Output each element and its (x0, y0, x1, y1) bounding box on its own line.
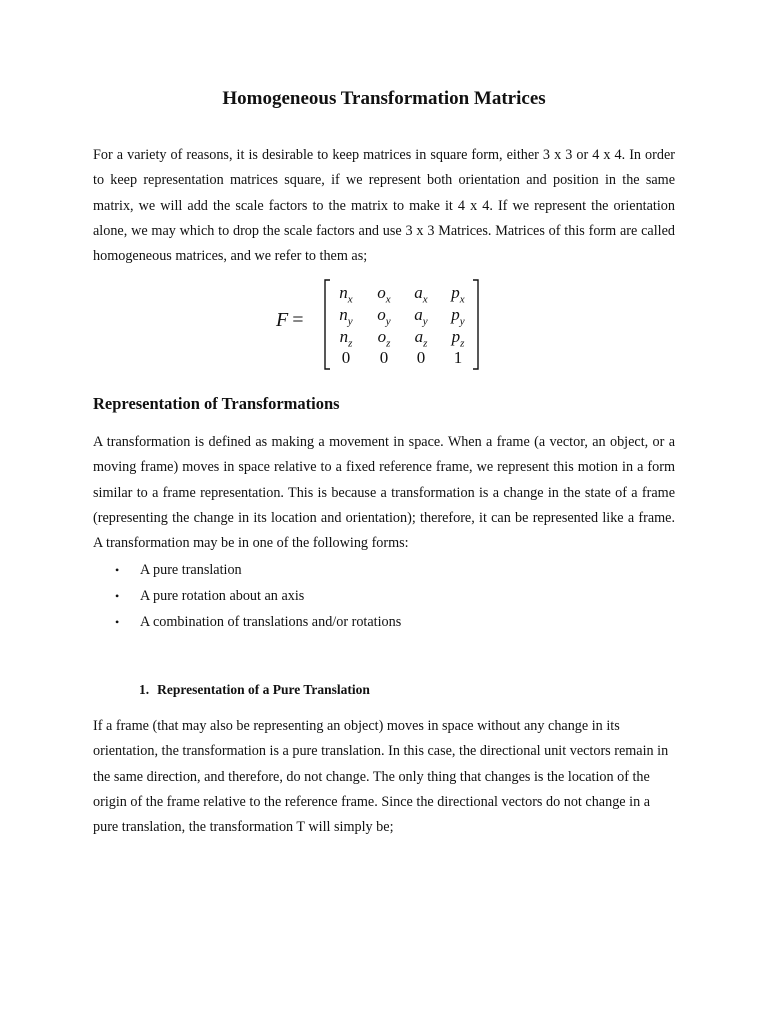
matrix-cell-base: n (339, 327, 349, 346)
matrix-cell-base: n (339, 305, 348, 324)
translation-paragraph: If a frame (that may also be representing an object) moves in space without any change in its orientation, the transformation is a pure translation. In this case, the directional unit vectors remain in the same direction, and therefore, do not change. The only thing that changes is the location of the origin of the frame relative to the reference frame. Since the directional vectors do not change in a pure translation, the transformation T will simply be; (93, 718, 669, 836)
matrix-equals: = (292, 309, 304, 331)
matrix-cell-base: a (414, 283, 423, 302)
matrix-cell-base: 0 (379, 348, 389, 367)
matrix-cell-base: o (377, 283, 386, 302)
matrix-cell-subscript: x (422, 293, 428, 306)
section-heading: Representation of Transformations (93, 394, 340, 413)
matrix-label (276, 309, 304, 332)
matrix-cell-base: o (377, 327, 387, 346)
transformation-paragraph: A transformation is defined as making a movement in space. When a frame (a vector, an object, or a moving frame) moves in space relative to a fixed reference frame, we represent this motion in a form similar to a frame representation. This is because a transformation is a change in the state of a frame (representing the change in its location and orientation); therefore, it can be represented like a frame. A transformation may be in one of the following forms: (93, 434, 675, 552)
matrix-cell-base: 1 (453, 348, 463, 367)
subsection-title: Representation of a Pure Translation (157, 682, 370, 697)
matrix-cell-base: p (451, 305, 460, 324)
matrix-cell (403, 347, 439, 369)
matrix-cell-base: p (451, 327, 461, 346)
matrix-cell-base: a (414, 305, 423, 324)
list-item (93, 557, 401, 583)
bullet-icon: • (115, 563, 120, 577)
matrix-cell (440, 347, 476, 369)
matrix-cell-subscript: z (386, 337, 391, 350)
list-item-text: A pure translation (140, 562, 242, 578)
homogeneous-matrix (270, 277, 500, 372)
list-item (93, 583, 401, 609)
matrix-cell-subscript: y (459, 315, 465, 328)
subsection-number: 1. (139, 682, 150, 697)
matrix-cell-subscript: z (423, 337, 428, 350)
intro-paragraph: For a variety of reasons, it is desirable to keep matrices in square form, either 3 x 3 or 4 x 4. In order to keep representation matrices square, if we represent both orientation and position in the same matrix, we will add the scale factors to the matrix to make it 4 x 4. If we represent the orientation alone, we may which to drop the scale factors and use 3 x 3 Matrices. Matrices of this form are called homogeneous matrices, and we refer to them as; (93, 147, 675, 265)
matrix-cell (366, 347, 402, 369)
matrix-cell (328, 347, 364, 369)
matrix-cell-base: o (377, 305, 386, 324)
matrix-cell-base: a (414, 327, 424, 346)
matrix-cell-subscript: y (347, 315, 353, 328)
matrix-cell-base: 0 (341, 348, 351, 367)
matrix-symbol: F (276, 309, 289, 331)
list-item (93, 609, 401, 635)
matrix-cell-subscript: z (348, 337, 353, 350)
matrix-cell-subscript: y (385, 315, 391, 328)
subsection-heading (139, 682, 370, 698)
matrix-cell-subscript: x (347, 293, 353, 306)
transformation-forms-list (93, 557, 401, 635)
matrix-cell-base: p (451, 283, 460, 302)
matrix-cell-base: n (339, 283, 348, 302)
matrix-cell-subscript: z (460, 337, 465, 350)
list-item-text: A combination of translations and/or rotations (140, 614, 402, 630)
matrix-cell-subscript: y (422, 315, 428, 328)
matrix-cell-subscript: x (459, 293, 465, 306)
bullet-icon: • (115, 589, 120, 603)
matrix-cell-subscript: x (385, 293, 391, 306)
matrix-cell-base: 0 (416, 348, 426, 367)
list-item-text: A pure rotation about an axis (140, 588, 305, 604)
document-title: Homogeneous Transformation Matrices (222, 88, 546, 109)
bullet-icon: • (115, 615, 120, 629)
